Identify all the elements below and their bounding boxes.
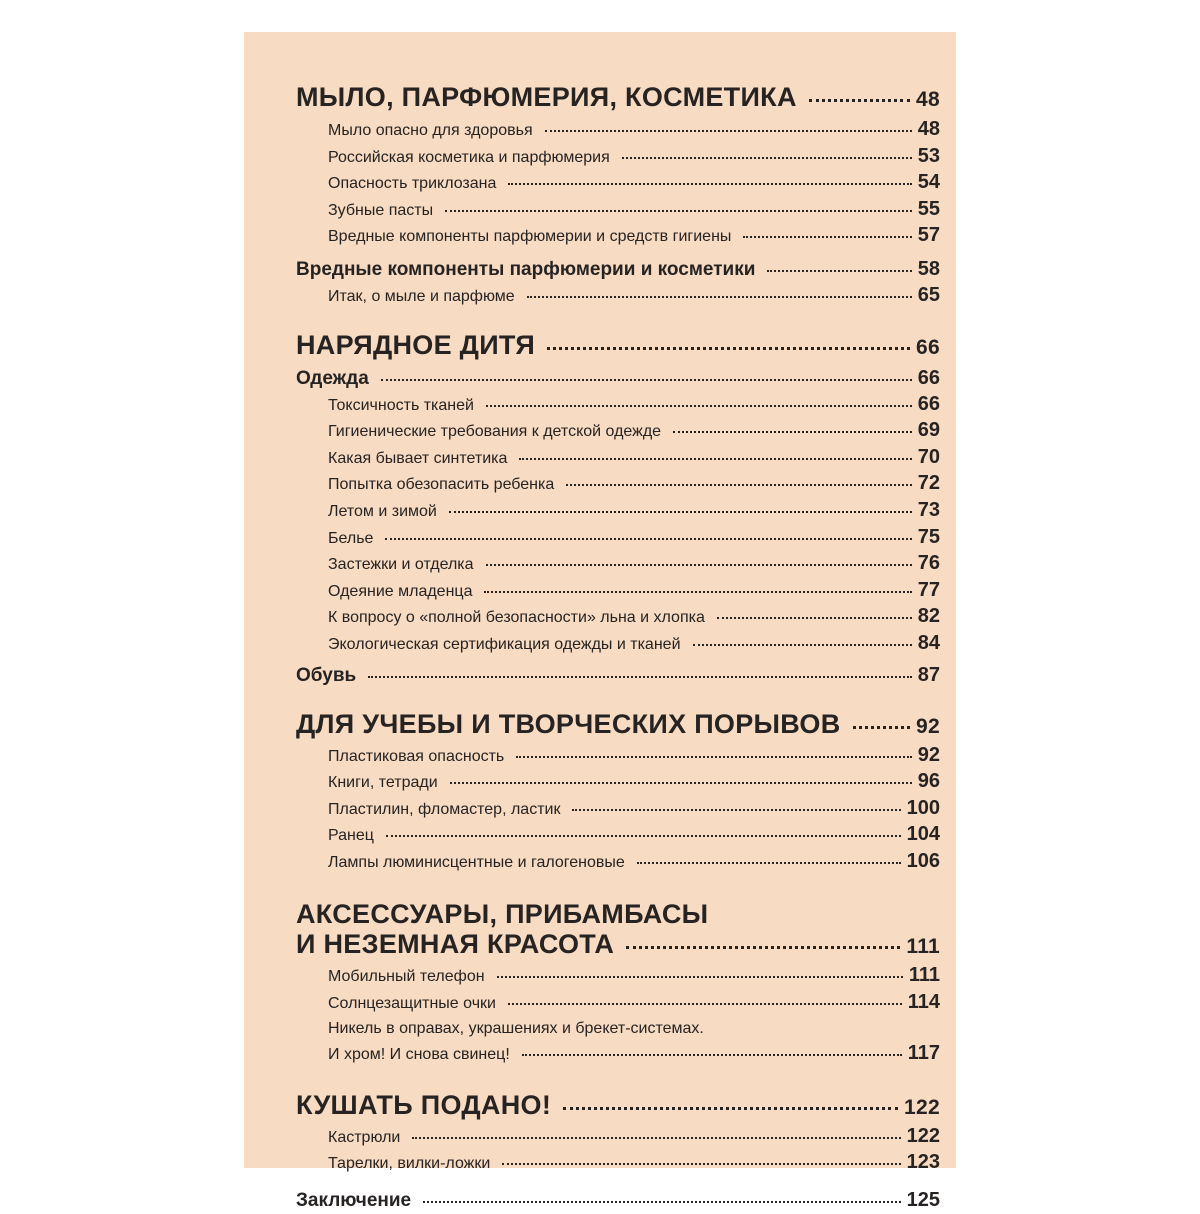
- toc-item: [296, 743, 940, 770]
- item-title: Токсичность тканей: [328, 396, 474, 414]
- dot-leader: [386, 835, 901, 837]
- item-title: Гигиенические требования к детской одежде: [328, 423, 662, 441]
- page-number: 55: [917, 197, 940, 220]
- page-number: 66: [917, 366, 940, 389]
- item-title: Мыло опасно для здоровья: [328, 122, 533, 139]
- item-title: Лампы люминисцентные и галогеновые: [328, 853, 625, 871]
- dot-leader: [412, 1137, 900, 1139]
- toc-item: [296, 525, 940, 552]
- toc-section: [296, 256, 940, 283]
- page-number: 48: [916, 88, 940, 111]
- chapter-title: КУШАТЬ ПОДАНО!: [296, 1089, 552, 1120]
- dot-leader: [486, 564, 912, 566]
- page-number: 123: [906, 1151, 940, 1174]
- page-number: 96: [917, 770, 940, 793]
- item-title: Летом и зимой: [328, 502, 437, 520]
- dot-leader: [572, 809, 900, 811]
- page-number: 70: [917, 445, 940, 468]
- item-title: Российская косметика и парфюмерия: [328, 148, 610, 166]
- section-title: Обувь: [296, 664, 357, 686]
- toc-item: [296, 631, 940, 658]
- toc-chapter-study: [296, 709, 940, 742]
- item-title: Кастрюли: [328, 1128, 401, 1146]
- chapter-title: МЫЛО, ПАРФЮМЕРИЯ, КОСМЕТИКА: [296, 82, 797, 112]
- chapter-title-line1: АКСЕССУАРЫ, ПРИБАМБАСЫ: [296, 899, 709, 930]
- item-title: Экологическая сертификация одежды и тканей: [328, 635, 681, 653]
- page-number: 122: [904, 1095, 940, 1119]
- item-title: Мобильный телефон: [328, 968, 485, 986]
- toc-item-multiline: [296, 1017, 940, 1068]
- item-title: Какая бывает синтетика: [328, 449, 508, 467]
- toc-item: [296, 170, 940, 197]
- page-number: 92: [917, 743, 940, 766]
- page-number: 106: [906, 849, 940, 872]
- section-title: Вредные компоненты парфюмерии и косметики: [296, 258, 756, 280]
- chapter-title: НАРЯДНОЕ ДИТЯ: [296, 329, 536, 360]
- toc-section: [296, 365, 940, 392]
- page-number: 114: [907, 991, 940, 1014]
- toc-chapter-dinner: [296, 1090, 940, 1123]
- dot-leader: [423, 1201, 901, 1203]
- page-number: 58: [917, 257, 940, 280]
- item-line: [328, 1041, 940, 1068]
- dot-leader: [381, 379, 912, 381]
- page-number: 76: [917, 552, 940, 575]
- item-title: Солнцезащитные очки: [328, 995, 496, 1013]
- toc-item: [296, 769, 940, 796]
- book-page: [244, 32, 956, 1212]
- section-title: Одежда: [296, 367, 369, 389]
- toc-item: [296, 471, 940, 498]
- item-title-line1: Никель в оправах, украшениях и брекет-системах.: [328, 1019, 704, 1037]
- page-number: 66: [917, 392, 940, 415]
- item-title: Итак, о мыле и парфюме: [328, 287, 515, 305]
- dot-leader: [508, 1003, 902, 1005]
- toc-chapter-accessories: [296, 899, 940, 962]
- toc-item: [296, 498, 940, 525]
- toc-item: [296, 551, 940, 578]
- toc-item: [296, 1124, 940, 1151]
- toc-section: [296, 662, 940, 689]
- page-number: 54: [917, 171, 940, 194]
- dot-leader: [497, 976, 903, 978]
- page-number: 87: [917, 663, 940, 686]
- dot-leader: [519, 458, 911, 460]
- dot-leader: [547, 347, 910, 350]
- dot-leader: [622, 157, 912, 159]
- dot-leader: [853, 726, 911, 729]
- dot-leader: [809, 99, 910, 102]
- dot-leader: [637, 862, 901, 864]
- toc-item: [296, 392, 940, 419]
- item-title: Книги, тетради: [328, 774, 438, 792]
- toc-item: [296, 990, 940, 1017]
- toc-chapter-soap: [296, 82, 940, 115]
- dot-leader: [449, 511, 912, 513]
- item-title: Тарелки, вилки-ложки: [328, 1155, 491, 1173]
- dot-leader: [566, 484, 911, 486]
- dot-leader: [445, 210, 912, 212]
- dot-leader: [626, 946, 900, 949]
- item-title: Вредные компоненты парфюмерии и средств гигиены: [328, 228, 732, 246]
- chapter-title-line2: И НЕЗЕМНАЯ КРАСОТА: [296, 929, 615, 960]
- toc-item: [296, 445, 940, 472]
- page-number: 57: [917, 224, 940, 247]
- page-number: 48: [917, 118, 940, 140]
- page-number: 111: [906, 935, 940, 959]
- toc-item: [296, 849, 940, 876]
- toc-section-conclusion: [296, 1187, 940, 1214]
- toc-item: [296, 418, 940, 445]
- chapter-title-line: [296, 929, 940, 962]
- page-number: 73: [917, 498, 940, 521]
- page-number: 84: [917, 631, 940, 654]
- toc-item: [296, 283, 940, 310]
- toc-item: [296, 796, 940, 823]
- page-number: 122: [906, 1124, 940, 1147]
- toc-item: [296, 197, 940, 224]
- dot-leader: [368, 676, 912, 678]
- dot-leader: [693, 644, 912, 646]
- page-number: 72: [917, 472, 940, 495]
- page-number: 69: [917, 419, 940, 442]
- page-number: 100: [906, 796, 940, 819]
- item-title: К вопросу о «полной безопасности» льна и хлопка: [328, 609, 705, 627]
- chapter-title: ДЛЯ УЧЕБЫ И ТВОРЧЕСКИХ ПОРЫВОВ: [296, 708, 841, 739]
- dot-leader: [385, 538, 911, 540]
- toc-item: [296, 822, 940, 849]
- dot-leader: [516, 756, 911, 758]
- page-number: 75: [917, 525, 940, 548]
- page-number: 82: [917, 605, 940, 628]
- item-title: Зубные пасты: [328, 201, 434, 219]
- item-title: Попытка обезопасить ребенка: [328, 476, 555, 494]
- item-title: Пластилин, фломастер, ластик: [328, 800, 561, 818]
- item-line: [328, 1017, 940, 1042]
- item-title-line2: И хром! И снова свинец!: [328, 1046, 510, 1064]
- toc-item: [296, 963, 940, 990]
- page-number: 117: [907, 1042, 940, 1065]
- dot-leader: [522, 1054, 902, 1056]
- table-of-contents: [296, 82, 940, 1214]
- dot-leader: [508, 183, 911, 185]
- toc-item: [296, 144, 940, 171]
- dot-leader: [486, 405, 912, 407]
- section-title: Заключение: [296, 1190, 412, 1212]
- chapter-title-line: [296, 899, 940, 929]
- page-number: 53: [917, 144, 940, 167]
- page-number: 125: [906, 1189, 940, 1212]
- item-title: Белье: [328, 529, 374, 547]
- item-title: Одеяние младенца: [328, 582, 473, 600]
- toc-item: [296, 578, 940, 605]
- item-title: Пластиковая опасность: [328, 747, 505, 765]
- page-number: 111: [908, 964, 940, 987]
- item-title: Застежки и отделка: [328, 556, 474, 574]
- toc-item: [296, 223, 940, 250]
- item-title: Опасность триклозана: [328, 175, 497, 193]
- page-number: 104: [906, 823, 940, 846]
- dot-leader: [767, 270, 911, 272]
- toc-item: [296, 604, 940, 631]
- dot-leader: [717, 617, 912, 619]
- dot-leader: [545, 130, 912, 132]
- toc-item: [296, 117, 940, 144]
- page-number: 65: [917, 283, 940, 306]
- page-number: 66: [916, 335, 940, 359]
- dot-leader: [563, 1107, 898, 1110]
- page-number: 77: [917, 578, 940, 601]
- toc-chapter-clothing: [296, 330, 940, 363]
- dot-leader: [502, 1163, 900, 1165]
- dot-leader: [673, 431, 912, 433]
- dot-leader: [450, 782, 912, 784]
- dot-leader: [484, 591, 911, 593]
- toc-item: [296, 1150, 940, 1177]
- dot-leader: [527, 296, 912, 298]
- item-title: Ранец: [328, 827, 374, 845]
- dot-leader: [743, 236, 911, 238]
- page-number: 92: [916, 714, 940, 738]
